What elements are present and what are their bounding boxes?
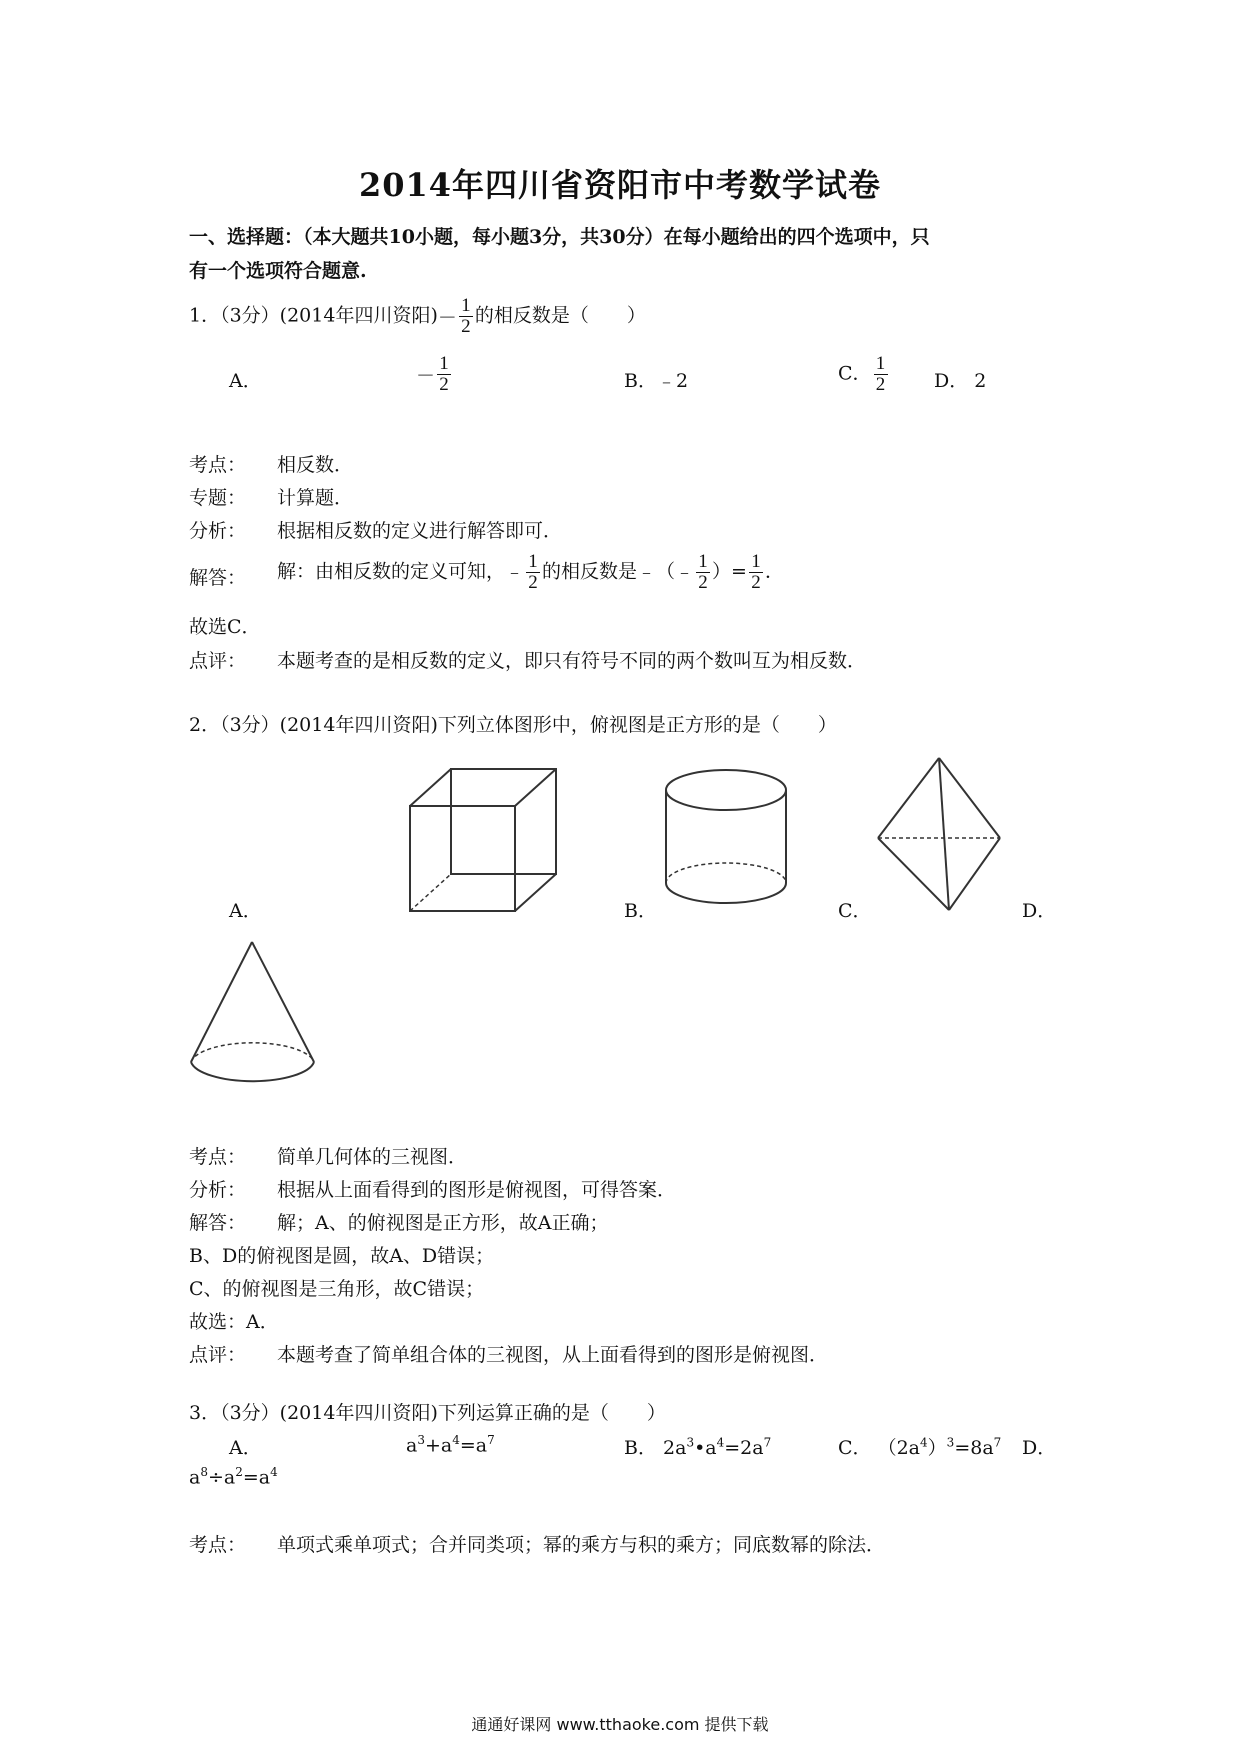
q1-fraction: $\frac{1}{2}$: [459, 296, 473, 337]
q1-fenxi-label: 分析：: [189, 520, 247, 542]
page-title: 2014年四川省资阳市中考数学试卷: [358, 166, 882, 204]
q2-fenxi: 根据从上面看得到的图形是俯视图，可得答案．: [277, 1179, 677, 1201]
q1-option-a-value: － $\frac{1}{2}$: [416, 354, 453, 395]
q3-option-d: $a^8\div a^2=a^4$: [189, 1465, 278, 1489]
q1-guxuan: 故选C．: [189, 616, 261, 638]
q1-option-b: B．﹣2: [624, 370, 689, 392]
q1-dianping: 本题考查的是相反数的定义，即只有符号不同的两个数叫互为相反数．: [277, 650, 867, 672]
q1-dianping-label: 点评：: [189, 650, 247, 672]
q3-kaodian: 单项式乘单项式；合并同类项；幂的乘方与积的乘方；同底数幂的除法．: [277, 1534, 886, 1556]
q2-option-c: C．: [838, 900, 872, 922]
q2-option-a: A．: [229, 900, 262, 922]
q1-jieda-label: 解答：: [189, 567, 247, 589]
q2-dianping: 本题考查了简单组合体的三视图，从上面看得到的图形是俯视图．: [277, 1344, 829, 1366]
q3-option-a: $a^3+a^4=a^7$: [406, 1433, 495, 1457]
q2-option-d: D．: [1022, 900, 1057, 922]
cube-figure: [408, 766, 558, 916]
cone-figure: [189, 940, 319, 1090]
q2-option-b: B．: [624, 900, 657, 922]
q3-option-d-label: D．: [1022, 1437, 1057, 1459]
q1-zhuanti-label: 专题：: [189, 487, 247, 509]
q3-option-b: B． $2a^3•a^4=2a^7$: [624, 1435, 772, 1459]
q1-jieda: 解：由相反数的定义可知，﹣ $\frac{1}{2}$ 的相反数是﹣（﹣ $\frac{1}{2}$ ）= $\frac{1}{2}$ ．: [277, 551, 784, 593]
pyramid-figure: [876, 756, 1002, 912]
q2-jieda: 解；A、的俯视图是正方形，故A正确；: [277, 1212, 609, 1234]
q2-kaodian-label: 考点：: [189, 1146, 247, 1168]
cylinder-figure: [662, 766, 792, 911]
q3-kaodian-label: 考点：: [189, 1534, 247, 1556]
q1-option-d: D． 2: [934, 370, 987, 392]
footer-credit: 通通好课网 www.tthaoke.com 提供下载: [471, 1715, 769, 1734]
q2-dianping-label: 点评：: [189, 1344, 247, 1366]
q3-option-c: C． $(2a^4)^3=8a^7$: [838, 1435, 1002, 1459]
q2-stem: 2．（3分）(2014年四川资阳)下列立体图形中，俯视图是正方形的是（ ）: [189, 714, 837, 736]
q1-zhuanti: 计算题．: [277, 487, 354, 509]
q1-fenxi: 根据相反数的定义进行解答即可．: [277, 520, 563, 542]
q2-kaodian: 简单几何体的三视图．: [277, 1146, 468, 1168]
q2-fenxi-label: 分析：: [189, 1179, 247, 1201]
q2-guxuan: 故选：A．: [189, 1311, 279, 1333]
q1-kaodian-label: 考点：: [189, 454, 247, 476]
q1-option-a-label: A．: [229, 370, 262, 392]
section-heading-line1: 一、选择题：（本大题共10小题，每小题3分，共30分）在每小题给出的四个选项中，只: [189, 226, 930, 248]
q2-jieda-label: 解答：: [189, 1212, 247, 1234]
q2-jieda-line2: B、D的俯视图是圆，故A、D错误；: [189, 1245, 495, 1267]
q1-kaodian: 相反数．: [277, 454, 354, 476]
q1-option-c: C． $\frac{1}{2}$: [838, 354, 890, 395]
section-heading-line2: 有一个选项符合题意.: [189, 260, 367, 282]
q3-option-a-label: A．: [229, 1437, 262, 1459]
q1-stem: 1．（3分）(2014年四川资阳)－ $\frac{1}{2}$ 的相反数是（ ）: [189, 295, 646, 337]
q3-stem: 3．（3分）(2014年四川资阳)下列运算正确的是（ ）: [189, 1402, 666, 1424]
q2-jieda-line3: C、的俯视图是三角形，故C错误；: [189, 1278, 485, 1300]
